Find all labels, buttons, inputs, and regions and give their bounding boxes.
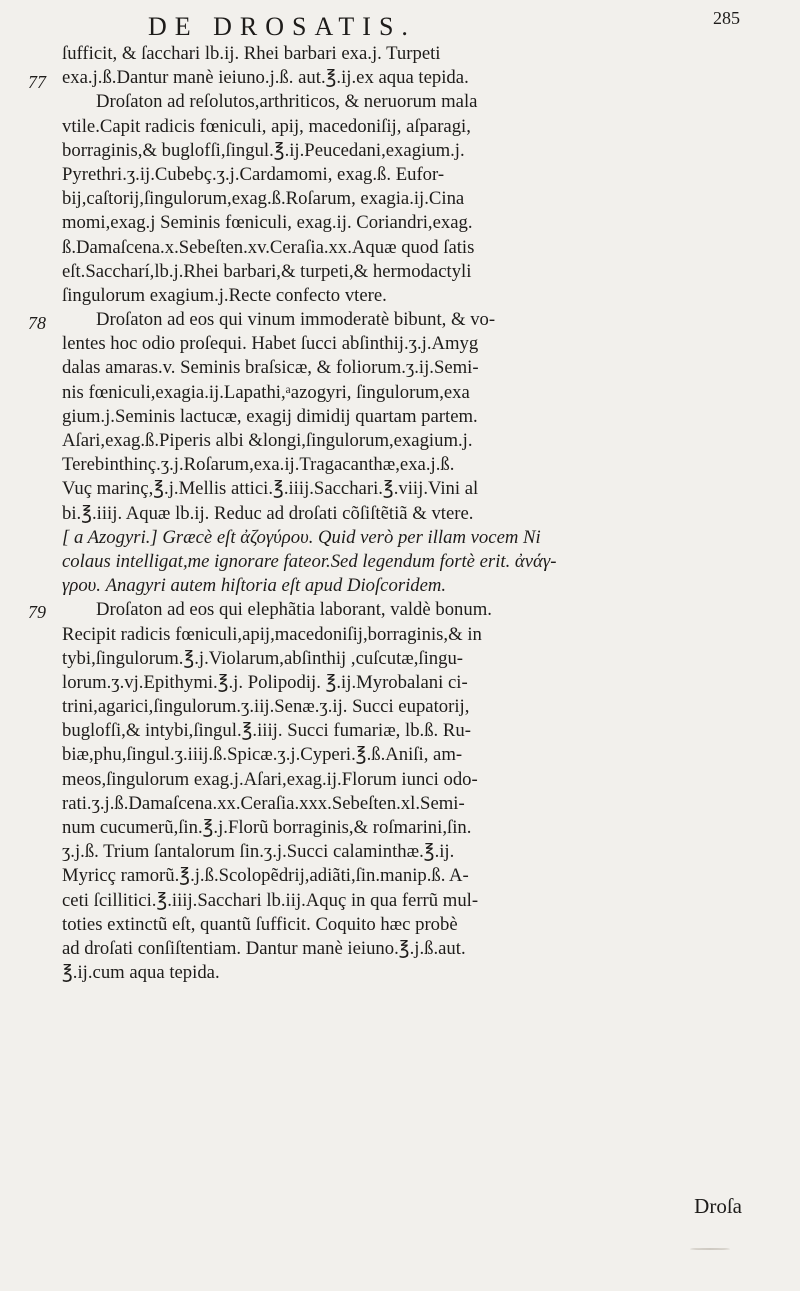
text-line: Aſari,exag.ß.Piperis albi &longi,ſingulorum,exagium.j. xyxy=(62,430,473,451)
text-line: num cucumerũ,ſin.℥.j.Florũ borraginis,& roſmarini,ſin. xyxy=(62,817,472,838)
text-line: bi.℥.iiij. Aquæ lb.ij. Reduc ad droſati cõſiſtẽtiã & vtere. xyxy=(62,502,474,524)
paper-mark xyxy=(690,1248,730,1250)
text-line: nis fœniculi,exagia.ij.Lapathi,ᵃazogyri, ſingulorum,exa xyxy=(62,381,470,403)
text-line: ʒ.j.ß. Trium ſantalorum ſin.ʒ.j.Succi calaminthæ.℥.ij. xyxy=(62,841,455,863)
text-line: biæ,phu,ſingul.ʒ.iiij.ß.Spicæ.ʒ.j.Cyperi.℥.ß.Aniſi, am- xyxy=(62,744,463,766)
text-line: Droſaton ad reſolutos,arthriticos, & neruorum mala xyxy=(96,91,478,113)
text-line: Pyrethri.ʒ.ij.Cubebç.ʒ.j.Cardamomi, exag.ß. Eufor- xyxy=(62,163,445,185)
text-line: borraginis,& buglofſi,ſingul.℥.ij.Peucedani,exagium.j. xyxy=(62,139,465,161)
text-line: momi,exag.j Seminis fœniculi, exag.ij. Coriandri,exag. xyxy=(62,212,473,234)
text-line: vtile.Capit radicis fœniculi, apij, macedoniſij, aſparagi, xyxy=(62,115,471,137)
text-line: Terebinthinç.ʒ.j.Roſarum,exa.ij.Tragacanthæ,exa.j.ß. xyxy=(62,454,455,476)
text-line: dalas amaras.v. Seminis braſsicæ, & foliorum.ʒ.ij.Semi- xyxy=(62,357,479,379)
text-line: ſingulorum exagium.j.Recte confecto vtere. xyxy=(62,284,387,306)
body-text xyxy=(62,42,764,985)
text-line: exa.j.ß.Dantur manè ieiuno.j.ß. aut.℥.ij.ex aqua tepida. xyxy=(62,67,469,89)
page-number: 285 xyxy=(713,8,740,28)
text-line: trini,agarici,ſingulorum.ʒ.iij.Senæ.ʒ.ij. Succi eupatorij, xyxy=(62,696,470,718)
running-head: DE DROSATIS. xyxy=(148,12,416,41)
text-line: eſt.Saccharí,lb.j.Rhei barbari,& turpeti,& hermodactyli xyxy=(62,260,472,282)
text-line: ß.Damaſcena.x.Sebeſten.xv.Ceraſia.xx.Aquæ quod ſatis xyxy=(62,236,475,258)
text-line: ſufficit, & ſacchari lb.ij. Rhei barbari exa.j. Turpeti xyxy=(62,43,441,64)
text-line: Vuç marinç,℥.j.Mellis attici.℥.iiij.Sacchari.℥.viij.Vini al xyxy=(62,478,479,500)
text-line: ℥.ij.cum aqua tepida. xyxy=(62,962,220,984)
text-line: toties extinctũ eſt, quantũ ſufficit. Coquito hæc probè xyxy=(62,913,458,935)
annotation-line: colaus intelligat,me ignorare fateor.Sed legendum fortè erit. ἀνάγ- xyxy=(62,550,557,572)
annotation-line: [ a Azogyri.] Græcè eſt ἀζογύρου. Quid verò per illam vocem Ni xyxy=(62,526,541,548)
text-line: tybi,ſingulorum.℥.j.Violarum,abſinthij ,cuſcutæ,ſingu- xyxy=(62,647,464,669)
text-line: Myricç ramorũ.℥.j.ß.Scolopẽdrij,adiãti,ſin.manip.ß. A- xyxy=(62,865,469,887)
text-line: bij,caſtorij,ſingulorum,exag.ß.Roſarum, exagia.ij.Cina xyxy=(62,188,465,210)
margin-number: 78 xyxy=(28,313,46,333)
text-line: Droſaton ad eos qui elephãtia laborant, valdè bonum. xyxy=(96,599,492,621)
text-line: rati.ʒ.j.ß.Damaſcena.xx.Ceraſia.xxx.Sebeſten.xl.Semi- xyxy=(62,792,465,814)
margin-number: 79 xyxy=(28,602,46,622)
text-line: buglofſi,& intybi,ſingul.℥.iiij. Succi fumariæ, lb.ß. Ru- xyxy=(62,720,471,742)
text-line: lentes hoc odio proſequi. Habet ſucci abſinthij.ʒ.j.Amyg xyxy=(62,333,479,355)
text-line: meos,ſingulorum exag.j.Aſari,exag.ij.Florum iunci odo- xyxy=(62,768,478,790)
text-line: gium.j.Seminis lactucæ, exagij dimidij quartam partem. xyxy=(62,405,478,427)
margin-number: 77 xyxy=(28,72,46,92)
text-line: Recipit radicis fœniculi,apij,macedoniſij,borraginis,& in xyxy=(62,623,482,645)
catchword: Droſa xyxy=(694,1194,742,1218)
text-line: ceti ſcillitici.℥.iiij.Sacchari lb.iij.Aquç in qua ferrũ mul- xyxy=(62,889,479,911)
text-line: ad droſati conſiſtentiam. Dantur manè ieiuno.℥.j.ß.aut. xyxy=(62,937,466,959)
text-line: lorum.ʒ.vj.Epithymi.℥.j. Polipodij. ℥.ij.Myrobalani ci- xyxy=(62,671,468,693)
text-line: Droſaton ad eos qui vinum immoderatè bibunt, & vo- xyxy=(96,309,496,331)
annotation-line: γρου. Anagyri autem hiſtoria eſt apud Dioſcoridem. xyxy=(62,575,447,597)
